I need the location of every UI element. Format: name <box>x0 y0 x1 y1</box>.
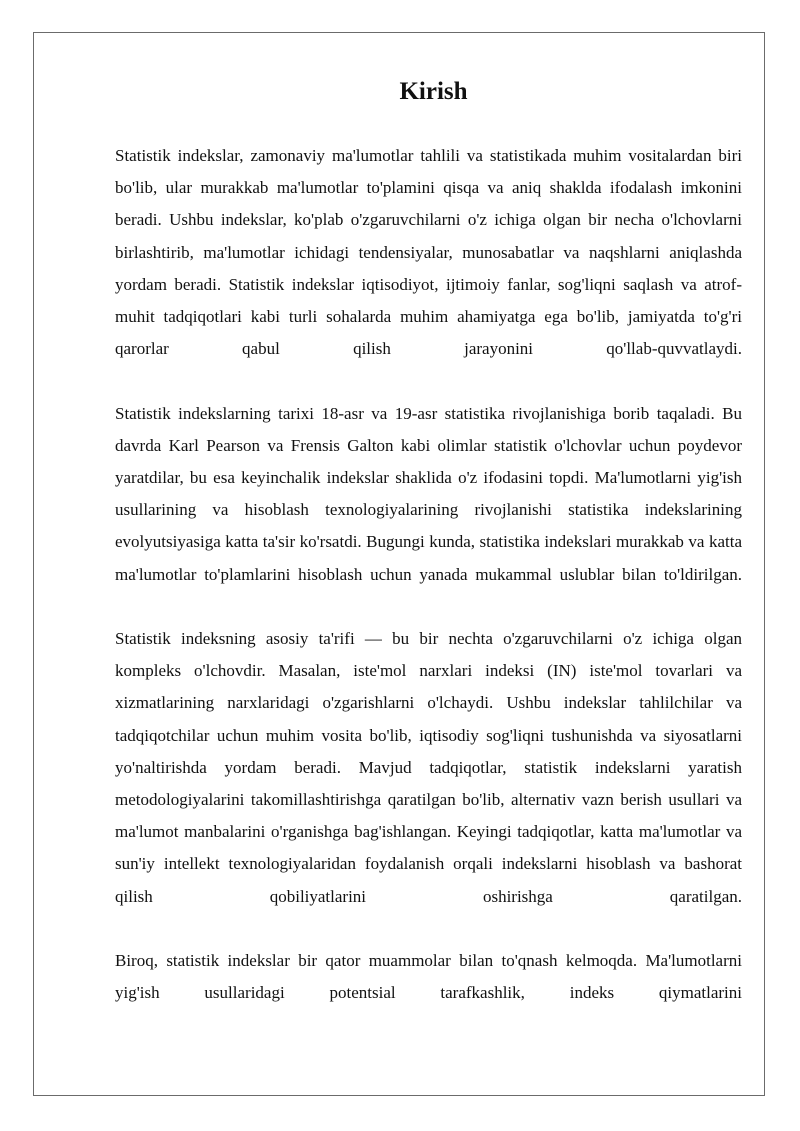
paragraph-1: Statistik indekslar, zamonaviy ma'lumotlar tahlili va statistikada muhim vositalardan biri bo'lib, ular murakkab ma'lumotlar to'plamini qisqa va aniq shaklda ifodalash imkonini beradi. Ushbu indekslar, ko'plab o'zgaruvchilarni o'z ichiga olgan bir necha o'lchovlarni birlashtirib, ma'lumotlar ichidagi tendensiyalar, munosabatlar va naqshlarni aniqlashda yordam beradi. Statistik indekslar iqtisodiyot, ijtimoiy fanlar, sog'liqni saqlash va atrof-muhit tadqiqotlari kabi turli sohalarda muhim ahamiyatga ega bo'lib, jamiyatda to'g'ri qarorlar qabul qilish jarayonini qo'llab-quvvatlaydi. <box>115 146 742 359</box>
paragraph-3: Statistik indeksning asosiy ta'rifi — bu bir nechta o'zgaruvchilarni o'z ichiga olgan kompleks o'lchovdir. Masalan, iste'mol narxlari indeksi (IN) iste'mol tovarlari va xizmatlarining narxlaridagi o'zgarishlarni o'lchaydi. Ushbu indekslar tahlilchilar va tadqiqotchilar uchun muhim vosita bo'lib, iqtisodiy sog'liqni tushunishda va siyosatlarni yo'naltirishda yordam beradi. Mavjud tadqiqotlar, statistik indekslarni yaratish metodologiyalarini takomillashtirishga qaratilgan bo'lib, alternativ vazn berish usullari va ma'lumot manbalarini o'rganishga bag'ishlangan. Keyingi tadqiqotlar, katta ma'lumotlar va sun'iy intellekt texnologiyalaridan foydalanish orqali indekslarni hisoblash va bashorat qilish qobiliyatlarini oshirishga qaratilgan. <box>115 629 742 906</box>
paragraph-2: Statistik indekslarning tarixi 18-asr va 19-asr statistika rivojlanishiga borib taqaladi. Bu davrda Karl Pearson va Frensis Galton kabi olimlar statistik o'lchovlar uchun poydevor yaratdilar, bu esa keyinchalik indekslar shaklida o'z ifodasini topdi. Ma'lumotlarni yig'ish usullarining va hisoblash texnologiyalarining rivojlanishi statistika indekslarining evolyutsiyasiga katta ta'sir ko'rsatdi. Bugungi kunda, statistika indekslari murakkab va katta ma'lumotlar to'plamlarini hisoblash uchun yanada mukammal uslublar bilan to'ldirilgan. <box>115 403 742 584</box>
page-title: Kirish <box>399 78 468 105</box>
paragraph-4: Biroq, statistik indekslar bir qator muammolar bilan to'qnash kelmoqda. Ma'lumotlarni yig'ish usullaridagi potentsial tarafkashlik, indeks qiymatlarini <box>115 951 742 1003</box>
document-body <box>115 72 742 1042</box>
